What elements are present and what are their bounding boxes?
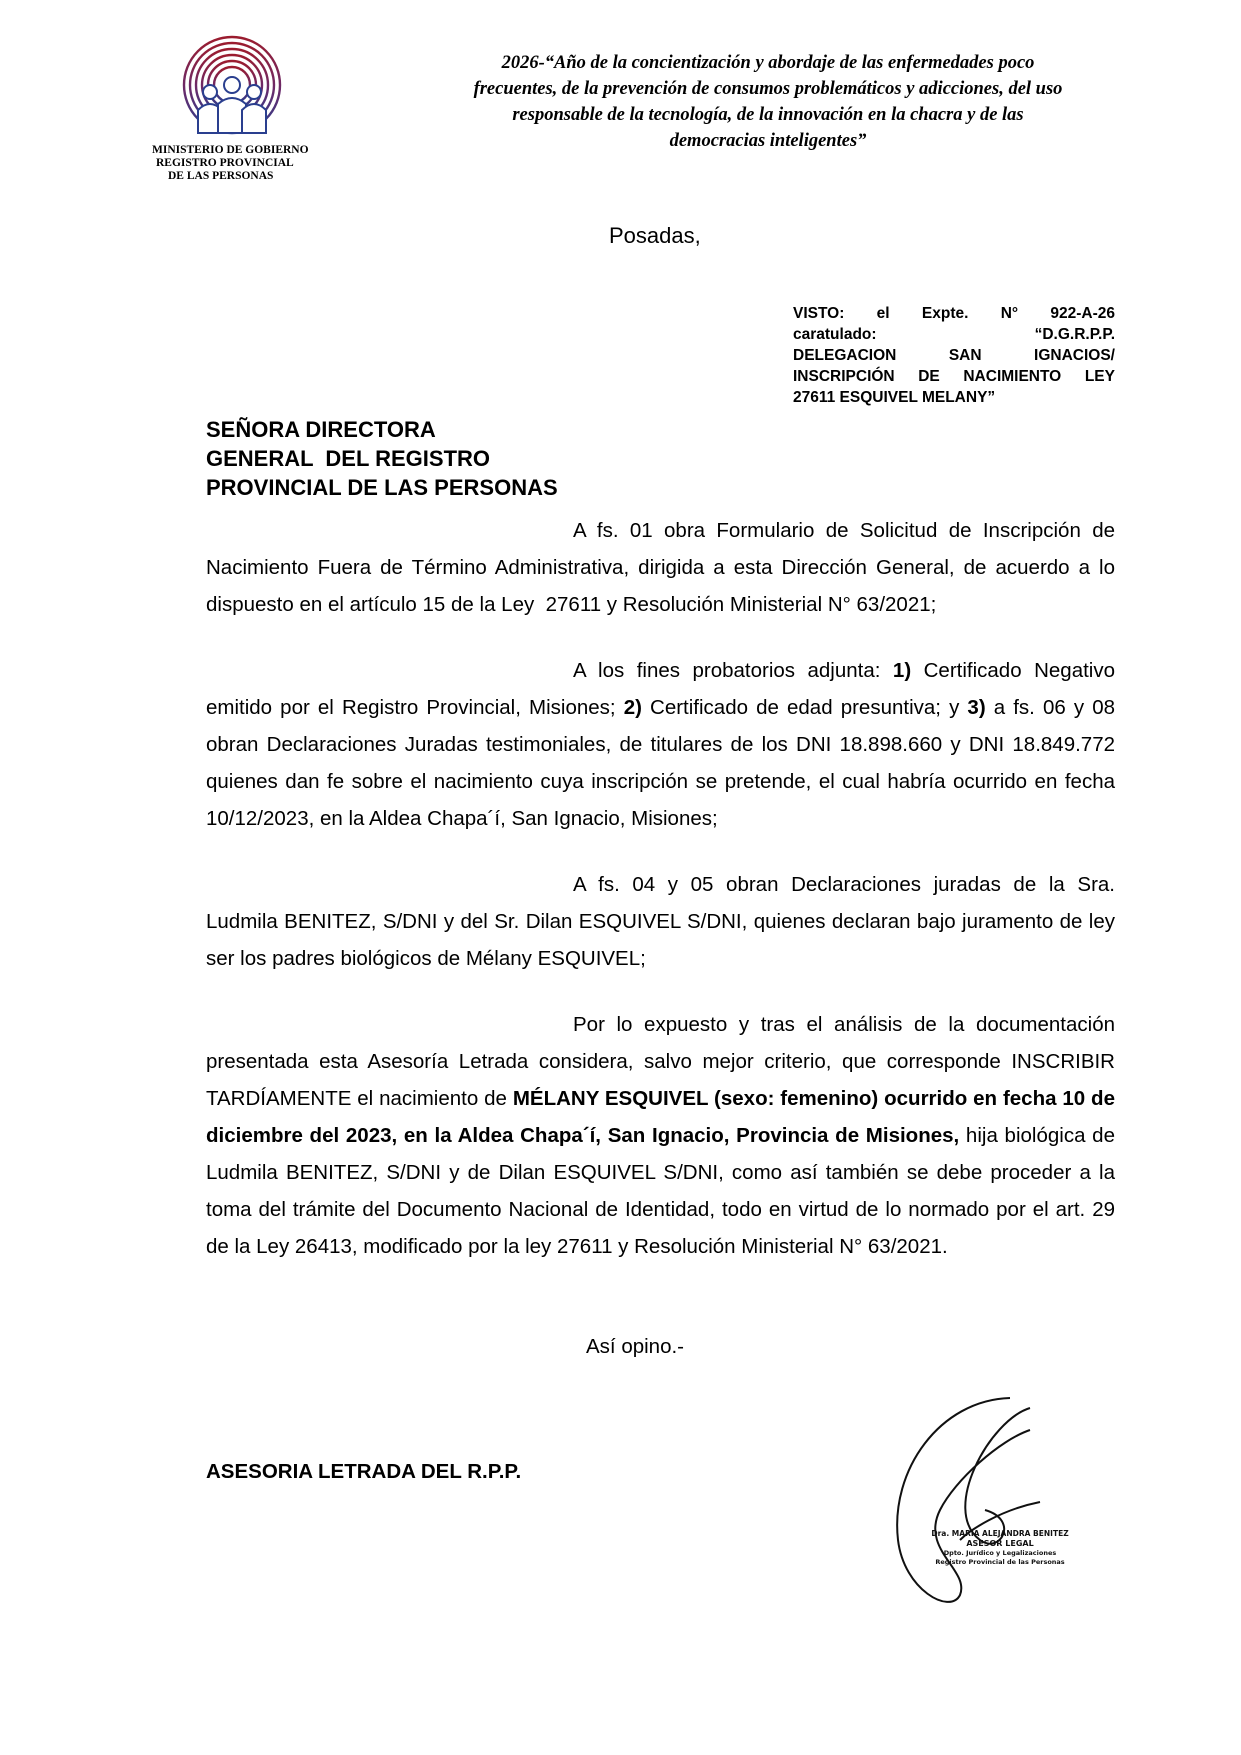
- motto-line: 2026-“Año de la concientización y abordaje de las enfermedades poco: [501, 53, 1035, 73]
- visto-line: 27611 ESQUIVEL MELANY”: [793, 389, 996, 406]
- item-number: 1): [892, 659, 912, 682]
- visto-line: caratulado: “D.G.R.P.P.: [793, 326, 1115, 343]
- ministry-logo: [180, 30, 285, 145]
- paragraph-text: a fs. 06 y 08 obran Declaraciones Juradas testimoniales, de titulares de los DNI 18.898.660 y DNI 18.849.772 quienes dan fe sobre el nacimiento cuya inscripción se pretende, el cual habría ocurrido en fecha 10/12/2023, en la Aldea Chapa´í, San Ignacio, Misiones;: [206, 696, 1116, 830]
- signature-block-title: ASESORIA LETRADA DEL R.P.P.: [206, 1460, 522, 1483]
- motto-line: democracias inteligentes”: [669, 131, 867, 151]
- paragraph-text: Certificado Negativo emitido por el Registro Provincial, Misiones;: [206, 659, 1115, 719]
- document-body: [206, 512, 1121, 1265]
- ministry-name: [130, 144, 340, 183]
- addressee-line: SEÑORA DIRECTORA: [206, 417, 436, 442]
- addressee: [206, 415, 558, 502]
- addressee-line: GENERAL DEL REGISTRO: [206, 446, 491, 471]
- signature-stamp: [880, 1390, 1080, 1615]
- stamp-line: Dpto. Jurídico y Legalizaciones: [943, 1549, 1057, 1557]
- closing: Así opino.-: [586, 1335, 684, 1358]
- place-date: Posadas,: [609, 223, 701, 248]
- paragraph-3: A fs. 04 y 05 obran Declaraciones juradas de la Sra. Ludmila BENITEZ, S/DNI y del Sr. Dilan ESQUIVEL S/DNI, quienes declaran bajo juramento de ley ser los padres biológicos de Mélany ESQUIVEL;: [206, 873, 1115, 970]
- paragraph-1: A fs. 01 obra Formulario de Solicitud de Inscripción de Nacimiento Fuera de Término Administrativa, dirigida a esta Dirección General, de acuerdo a lo dispuesto en el artículo 15 de la Ley 27611 y Resolución Ministerial N° 63/2021;: [206, 519, 1121, 616]
- motto-line: frecuentes, de la prevención de consumos problemáticos y adicciones, del uso: [473, 79, 1063, 99]
- paragraph-text: Por lo expuesto y tras el análisis de la documentación presentada esta Asesoría Letrada considera, salvo mejor criterio, que corresponde INSCRIBIR TARDÍAMENTE el nacimiento de: [206, 1013, 1115, 1110]
- paragraph-text: A los fines probatorios adjunta:: [573, 659, 893, 682]
- motto-line: responsable de la tecnología, de la innovación en la chacra y de las: [512, 105, 1024, 125]
- ministry-line: MINISTERIO DE GOBIERNO: [152, 144, 309, 156]
- paragraph-text: hija biológica de Ludmila BENITEZ, S/DNI y de Dilan ESQUIVEL S/DNI, como así también se debe proceder a la toma del trámite del Documento Nacional de Identidad, todo en virtud de lo normado por el art. 29 de la Ley 26413, modificado por la ley 27611 y Resolución Ministerial N° 63/2021.: [206, 1124, 1115, 1258]
- stamp-line: Registro Provincial de las Personas: [935, 1558, 1065, 1566]
- paragraph-text: Certificado de edad presuntiva; y: [641, 696, 968, 719]
- year-motto: [418, 50, 1118, 154]
- visto-block: [793, 303, 1115, 408]
- paragraph-bold-text: MÉLANY ESQUIVEL (sexo: femenino) ocurrido en fecha 10 de diciembre del 2023, en la Aldea Chapa´í, San Ignacio, Provincia de Misiones,: [206, 1087, 1115, 1147]
- stamp-line: ASESOR LEGAL: [966, 1539, 1034, 1548]
- visto-line: DELEGACION SAN IGNACIOS/: [793, 347, 1115, 364]
- ministry-line: REGISTRO PROVINCIAL: [156, 157, 294, 169]
- addressee-line: PROVINCIAL DE LAS PERSONAS: [206, 475, 558, 500]
- paragraph-2: [206, 652, 1115, 837]
- item-number: 2): [623, 696, 642, 719]
- paragraph-4: [206, 1006, 1115, 1265]
- ministry-line: DE LAS PERSONAS: [168, 170, 274, 182]
- item-number: 3): [967, 696, 986, 719]
- visto-line: INSCRIPCIÓN DE NACIMIENTO LEY: [793, 368, 1115, 385]
- stamp-line: Dra. MARIA ALEJANDRA BENITEZ: [931, 1529, 1069, 1538]
- visto-line: VISTO: el Expte. N° 922-A-26: [793, 305, 1115, 322]
